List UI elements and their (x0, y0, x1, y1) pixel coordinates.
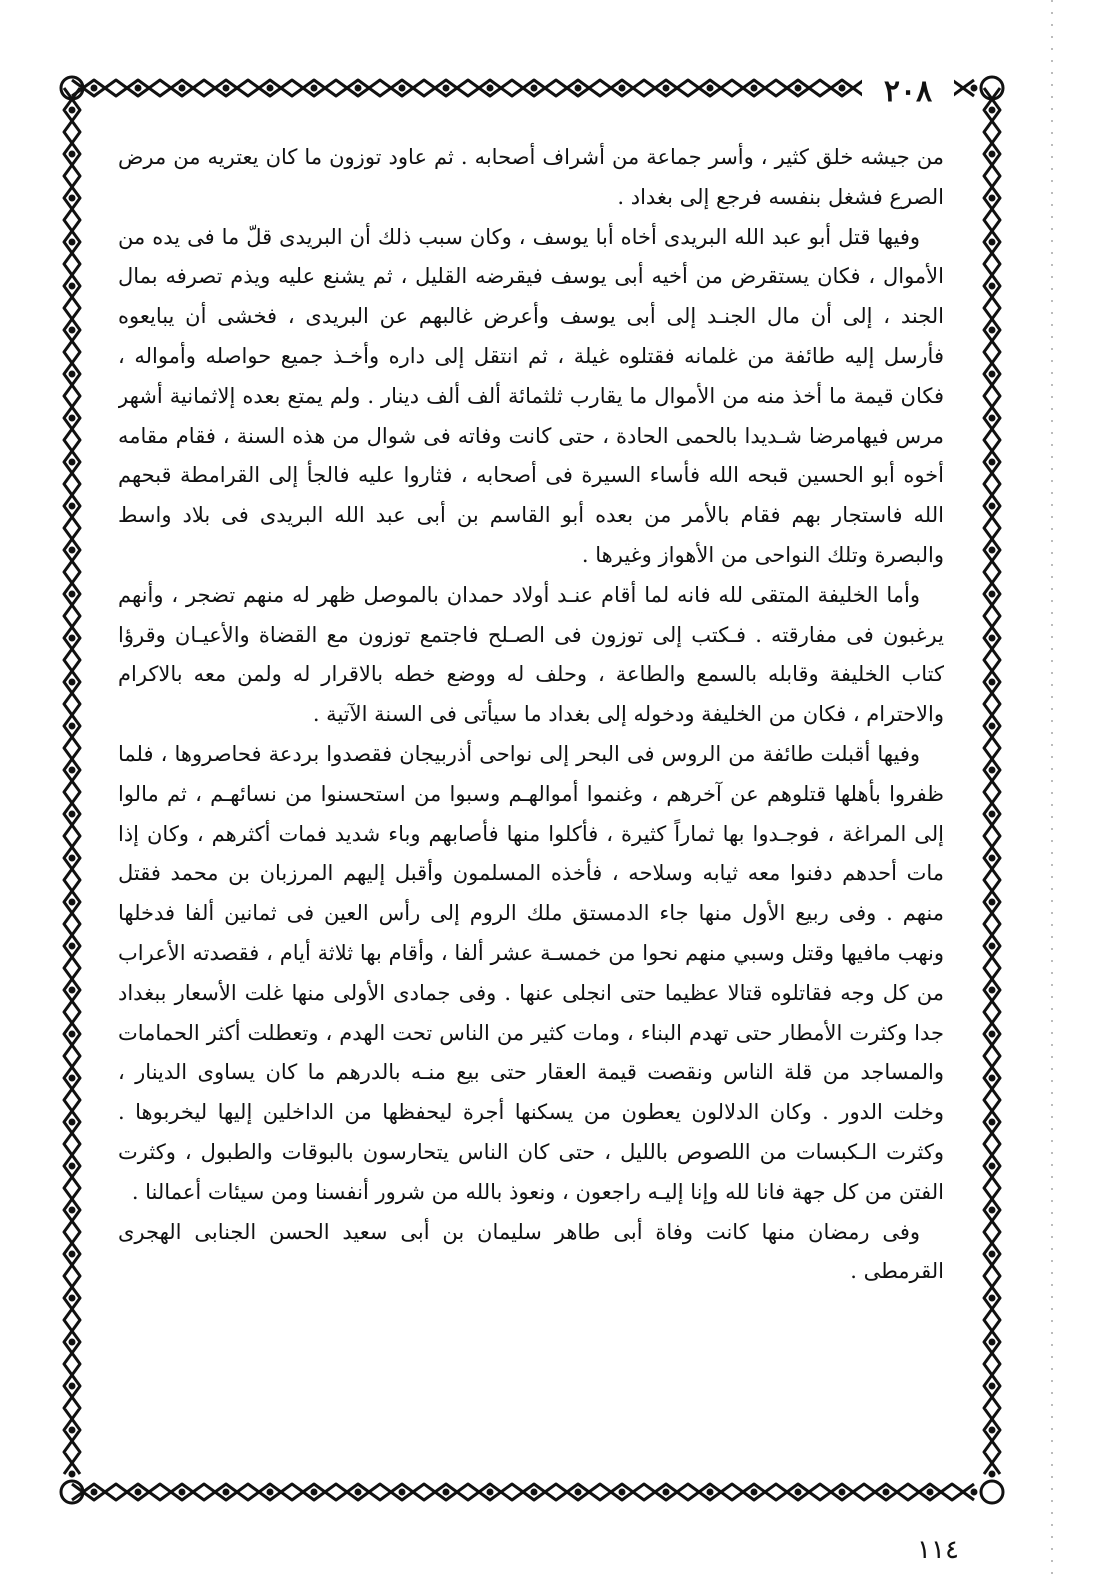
border-bottom (72, 1484, 978, 1500)
paragraph-3: وأما الخليفة المتقى لله فانه لما أقام عنـد أولاد حمدان بالموصل ظهر له منهم تضجر ، وأنهم يرغبون فى مفارقته . فـكتب إلى توزون فى الصـلح فاجتمع توزون مع القضاة والأعيـان وقرؤا كتاب الخليفة وقابله بالسمع والطاعة ، وحلف له ووضع خطه بالاقرار له ولمن معه بالاكرام والاحترام ، فكان من الخليفة ودخوله إلى بغداد ما سيأتى فى السنة الآتية . (118, 582, 944, 727)
folio-mark: ١١٤ (917, 1535, 959, 1565)
body-text (118, 138, 944, 1438)
paragraph-1: من جيشه خلق كثير ، وأسر جماعة من أشراف أصحابه . ثم عاود توزون ما كان يعتريه من مرض الصرع فشغل بنفسه فرجع إلى بغداد . (118, 145, 944, 209)
scan-edge-line (1051, 0, 1053, 1575)
border-top (72, 80, 978, 96)
paragraph-2: وفيها قتل أبو عبد الله البريدى أخاه أبا يوسف ، وكان سبب ذلك أن البريدى قلّ ما فى يده من الأموال ، فكان يستقرض من أخيه أبى يوسف فيقرضه القليل ، ثم يشنع عليه ويذم تصرفه بمال الجند ، إلى أن مال الجنـد إلى أبى يوسف وأعرض غالبهم عن البريدى ، فخشى أن يبايعوه فأرسل إليه طائفة من غلمانه فقتلوه غيلة ، ثم انتقل إلى داره وأخـذ جميع حواصله وأمواله ، فكان قيمة ما أخذ منه من الأموال ما يقارب ثلثمائة ألف ألف دينار . ولم يمتع بعده إلاثمانية أشهر مرس فيهامرضا شـديدا بالحمى الحادة ، حتى كانت وفاته فى شوال من هذه السنة ، فقام مقامه أخوه أبو الحسين قبحه الله فأساء السيرة فى أصحابه ، فثاروا عليه فالجأ إلى القرامطة قبحهم الله فاستجار بهم فقام بالأمر من بعده أبو القاسم بن أبى عبد الله البريدى فى بلاد واسط والبصرة وتلك النواحى من الأهواز وغيرها . (118, 224, 944, 567)
border-right (984, 88, 1000, 1478)
border-corner-knot (981, 1481, 1003, 1503)
border-left (64, 88, 80, 1478)
paragraph-5: وفى رمضان منها كانت وفاة أبى طاهر سليمان بن أبى سعيد الحسن الجنابى الهجرى القرمطى . (118, 1219, 944, 1284)
paragraph-4: وفيها أقبلت طائفة من الروس فى البحر إلى نواحى أذربيجان فقصدوا بردعة فحاصروها ، فلما ظفروا بأهلها قتلوهم عن آخرهم ، وغنموا أموالهـم وسبوا من استحسنوا من نسائهـم ، ثم مالوا إلى المراغة ، فوجـدوا بها ثماراً كثيرة ، فأكلوا منها فأصابهم وباء شديد فمات أكثرهم ، وكان إذا مات أحدهم دفنوا معه ثيابه وسلاحه ، فأخذه المسلمون وأقبل إليهم المرزبان بن محمد فقتل منهم . وفى ربيع الأول منها جاء الدمستق ملك الروم إلى رأس العين فى ثمانين ألفا فدخلها ونهب مافيها وقتل وسبي منهم نحوا من خمسـة عشر ألفا ، وأقام بها ثلاثة أيام ، فقصدته الأعراب من كل وجه فقاتلوه قتالا عظيما حتى انجلى عنها . وفى جمادى الأولى منها غلت الأسعار ببغداد جدا وكثرت الأمطار حتى تهدم البناء ، ومات كثير من الناس تحت الهدم ، وتعطلت أكثر الحمامات والمساجد من قلة الناس ونقصت قيمة العقار حتى بيع منـه بالدرهم ما كان يساوى الدينار ، وخلت الدور . وكان الدلالون يعطون من يسكنها أجرة ليحفظها من الداخلين إليها ليخربوها . وكثرت الـكبسات من اللصوص بالليل ، حتى كان الناس يتحارسون بالبوقات والطبول ، وكثرت الفتن من كل جهة فانا لله وإنا إليـه راجعون ، ونعوذ بالله من شرور أنفسنا ومن سيئات أعمالنا . (118, 741, 944, 1204)
page-number: ٢٠٨ (862, 72, 954, 112)
